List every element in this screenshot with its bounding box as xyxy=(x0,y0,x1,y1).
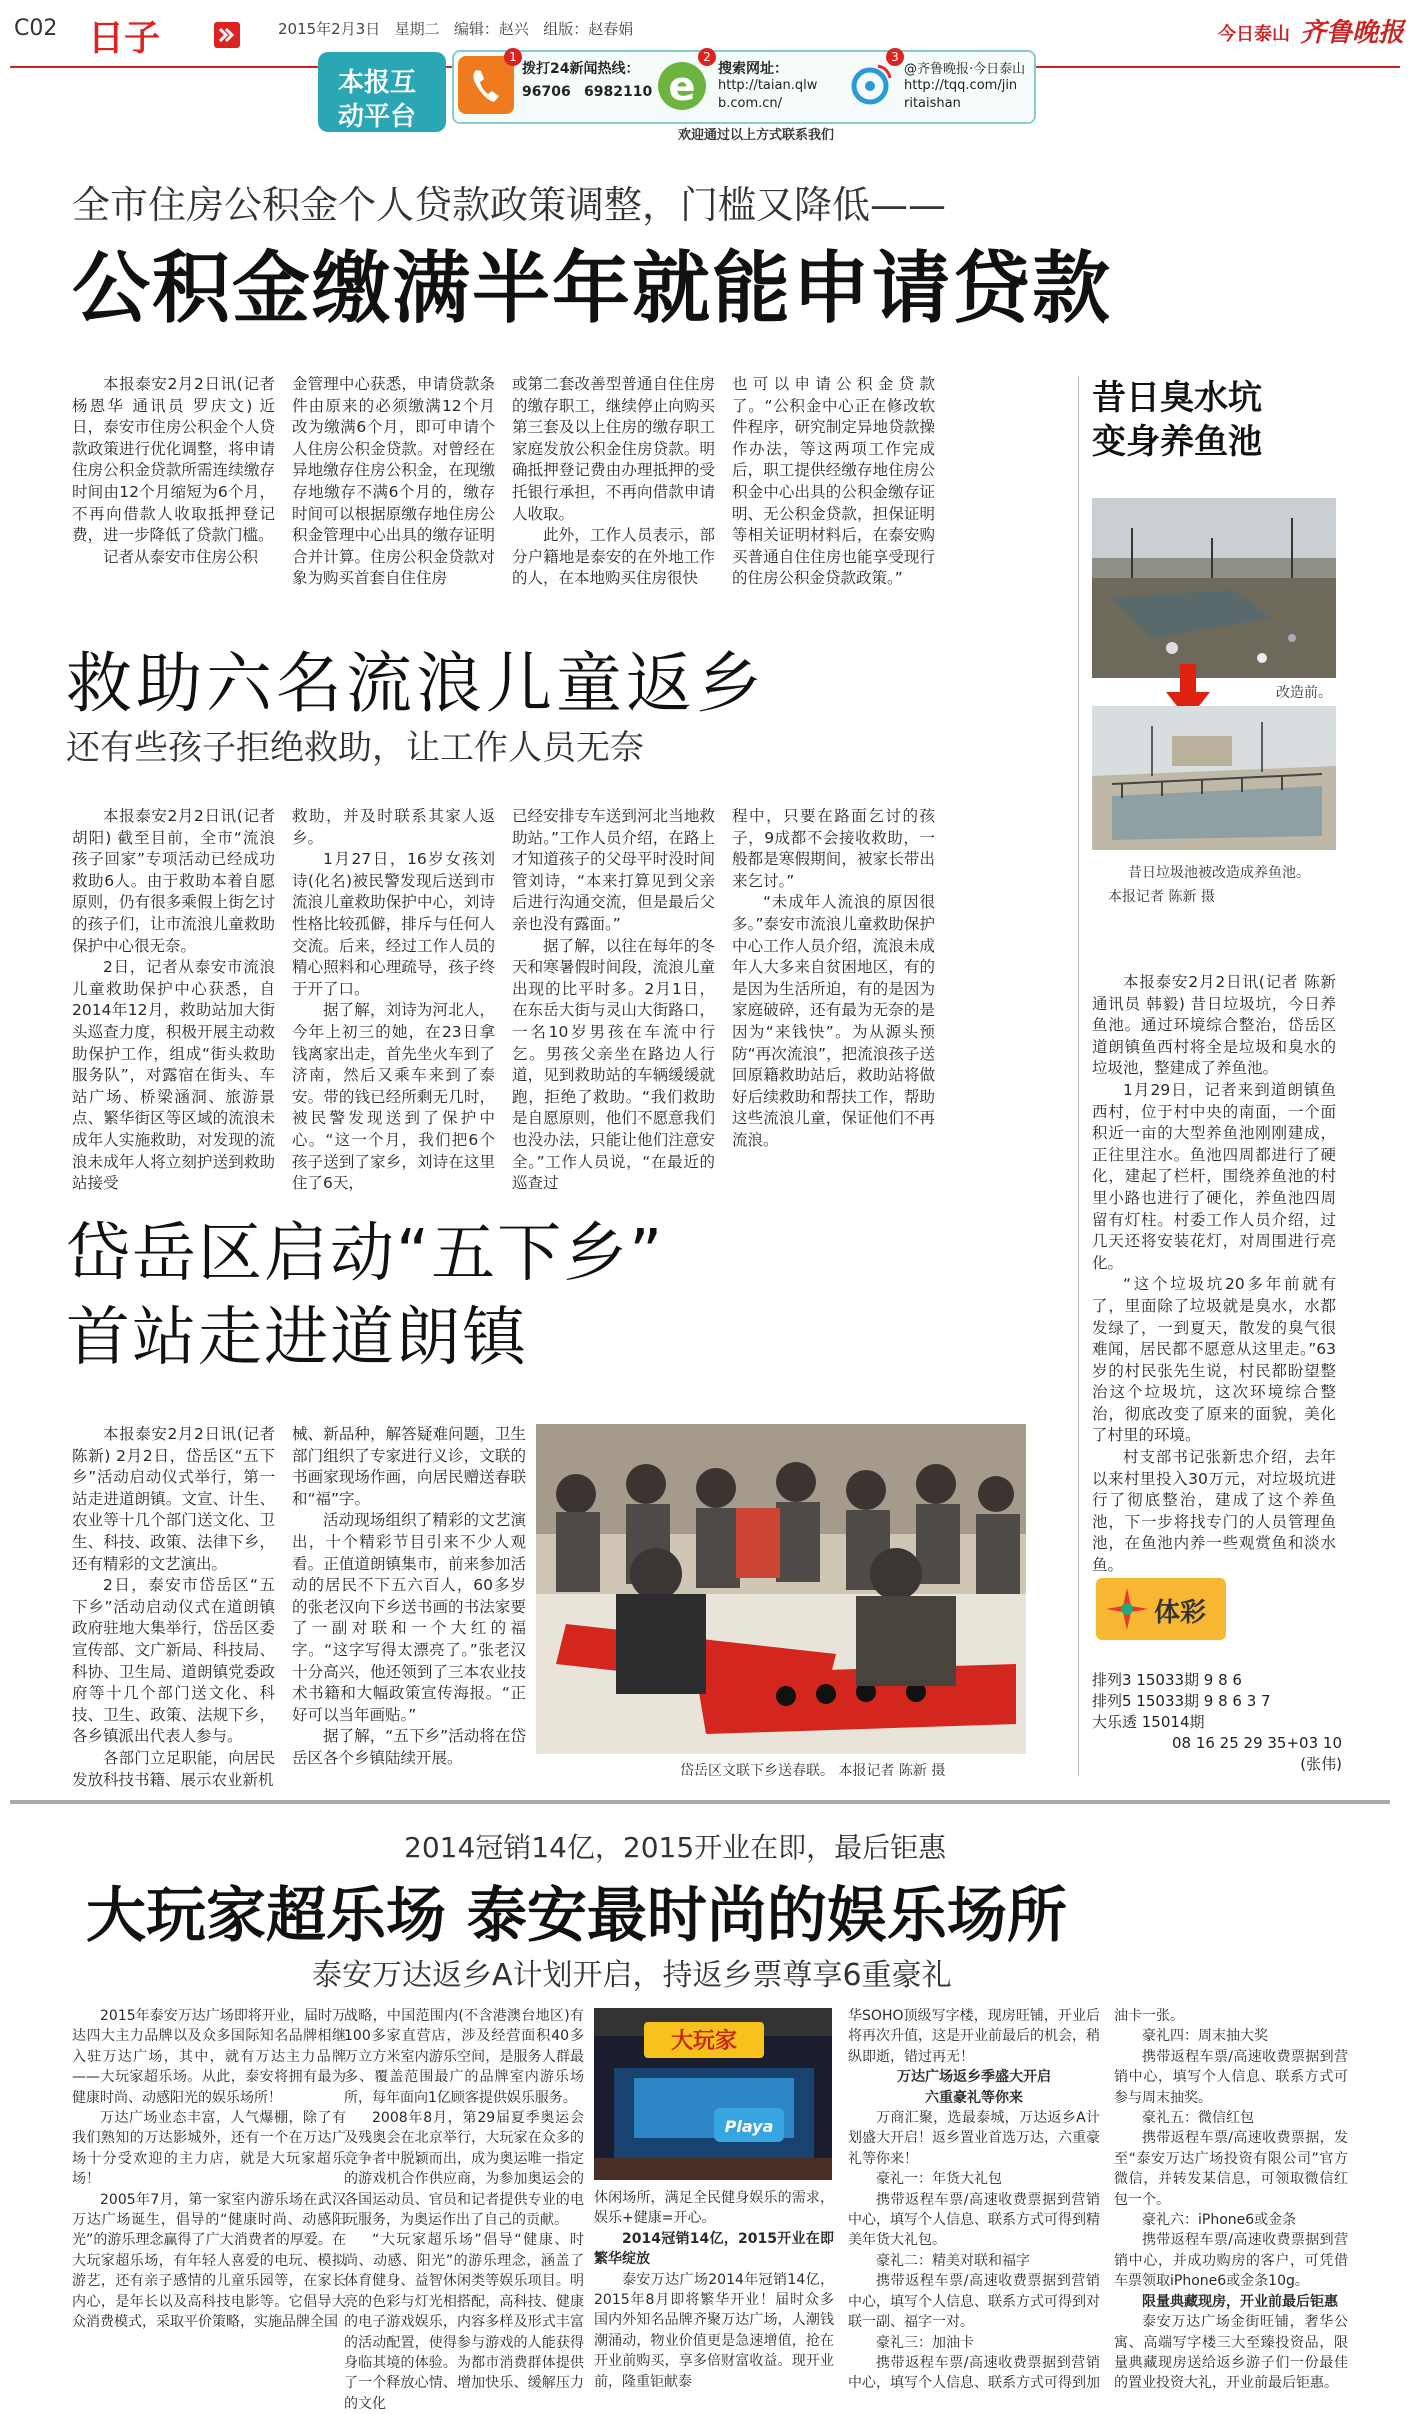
website-item xyxy=(654,50,844,118)
story1-col3 xyxy=(512,374,715,588)
paragraph: 械、新品种，解答疑难问题，卫生部门组织了专家进行义诊，文联的书画家现场作画，向居民赠送春联和“福”字。 xyxy=(292,1425,526,1508)
paragraph: 休闲场所，满足全民健身娱乐的需求，娱乐+健康=开心。 xyxy=(594,2190,834,2227)
lottery-badge xyxy=(1096,1578,1226,1640)
paragraph: 1月29日，记者来到道朗镇鱼西村，位于村中央的南面，一个面积近一亩的大型养鱼池刚刚建成，正往里注水。鱼池四周都进行了硬化，建起了栏杆，围绕养鱼池的村里小路也进行了硬化，养鱼池四周留有灯柱。村委工作人员介绍，过几天还将安装花灯，对周围进行亮化。 xyxy=(1092,1080,1336,1272)
paragraph: 携带返程车票/高速收费票据到营销中心，填写个人信息、联系方式可得到精美年货大礼包。 xyxy=(848,2191,1100,2249)
paragraph: 1月27日，16岁女孩刘诗(化名)被民警发现后送到市流浪儿童救助保护中心，刘诗性格比较孤僻，排斥与任何人交流。后来，经过工作人员的精心照料和心理疏导，孩子终于开了口。 xyxy=(292,850,495,998)
paragraph: 据了解，“五下乡”活动将在岱岳区各个乡镇陆续开展。 xyxy=(292,1727,526,1767)
paragraph: 战略，中国范围内(不含港澳台地区)有100多家直营店，涉及经营面积40多万立方米室内游乐空间，是服务人群最多、覆盖范围最广的品牌室内游乐场所，每年面向1亿顾客提供娱乐服务。 xyxy=(344,2008,584,2106)
story2-col1 xyxy=(72,806,275,1193)
story4-col4 xyxy=(1114,2006,1348,2392)
lottery-results xyxy=(1092,1670,1342,1775)
interaction-footer: 欢迎通过以上方式联系我们 xyxy=(678,128,835,143)
arcade-sign-2: Playa xyxy=(724,2117,774,2136)
paragraph: 携带返程车票/高速收费票据，发至“泰安万达广场投资有限公司”官方微信，并转发某信息，可领取微信红包一个。 xyxy=(1114,2130,1348,2208)
paragraph: 据了解，以往在每年的冬天和寒暑假时间段，流浪儿童出现的比平时多。2月1日，在东岳大街与灵山大街路口，一名10岁男孩在车流中行乞。男孩父亲坐在路边人行道，见到救助站的车辆缓缓就跑，拒绝了救助。“我们救助是自愿原则，他们不愿意我们也没办法，只能让他们注意安全。”工作人员说，“在最近的巡查过 xyxy=(512,936,715,1193)
phone-icon xyxy=(458,56,514,114)
paragraph: 金管理中心获悉，申请贷款条件由原来的必须缴满12个月改为缴满6个月，即可申请个人住房公积金贷款。对曾经在异地缴存住房公积金，在现缴存地缴存不满6个月的，缴存时间可以根据原缴存地住房公积金管理中心出具的缴存证明合并计算。住房公积金贷款对象为购买首套自住住房 xyxy=(292,375,495,588)
weibo-url-1[interactable]: http://tqq.com/jin xyxy=(904,78,1018,93)
badge-2: 2 xyxy=(698,48,716,66)
subheading: 豪礼四：周末抽大奖 xyxy=(1142,2028,1268,2045)
paragraph: 油卡一张。 xyxy=(1114,2008,1184,2024)
story2-col3 xyxy=(512,806,715,1193)
fishpond-headline-line1: 昔日臭水坑 xyxy=(1092,378,1262,418)
paragraph: 2008年8月，第29届夏季奥运会及残奥会在北京举行，大玩家在众多的竞争者中脱颖而出，成为奥运唯一指定的游戏机合作供应商，为参加奥运会的各国运动员、官员和记者提供专业的电玩服务，为奥运作出了自己的贡献。 xyxy=(344,2110,584,2229)
paragraph: 据了解，刘诗为河北人，今年上初三的她，在23日拿钱离家出走，首先坐火车到了济南，然后又乘车来到了泰安。带的钱已经所剩无几时，被民警发现送到了保护中心。“这一个月，我们把6个孩子送到了家乡，刘诗在这里住了6天， xyxy=(292,1001,495,1193)
website-url-2[interactable]: b.com.cn/ xyxy=(718,96,783,111)
fishpond-photo-credit: 本报记者 陈新 摄 xyxy=(1108,889,1215,905)
paragraph: 携带返程车票/高速收费票据到营销中心，填写个人信息、联系方式可得到对联一副、福字一对。 xyxy=(848,2273,1100,2331)
interaction-panel xyxy=(318,44,1098,142)
paragraph: “这个垃圾坑20多年前就有了，里面除了垃圾就是臭水，水都发绿了，一到夏天，散发的臭气很难闻，居民都不愿意从这里走。”63岁的村民张先生说，村民都盼望整治这个垃圾坑，这次环境综合整治，彻底改变了原来的面貌，美化了村里的环境。 xyxy=(1092,1275,1336,1445)
subheading: 六重豪礼等你来 xyxy=(925,2089,1023,2106)
story3-headline-line1: 岱岳区启动“五下乡” xyxy=(66,1217,665,1291)
fishpond-headline xyxy=(1092,376,1332,464)
hotline-number-2: 6982110 xyxy=(584,84,653,100)
caption-after: 昔日垃圾池被改造成养鱼池。 xyxy=(1128,865,1310,881)
paragraph: 华SOHO顶级写字楼，现房旺铺，开业后将再次升值，这是开业前最后的机会，稍纵即逝，错过再无！ xyxy=(848,2008,1100,2065)
paragraph: 本报泰安2月2日讯(记者 陈新) 2月2日，岱岳区“五下乡”活动启动仪式举行，第一站走进道朗镇。文宣、计生、农业等十几个部门送文化、卫生、科技、政策、法律下乡，还有精彩的文艺演出。 xyxy=(72,1425,275,1573)
paragraph: 或第二套改善型普通自住住房的缴存职工，继续停止向购买第三套及以上住房的缴存职工家庭发放公积金住房贷款。明确抵押登记费由办理抵押的受托银行承担，不再向借款申请人收取。 xyxy=(512,375,715,523)
paragraph: 2日，记者从泰安市流浪儿童救助保护中心获悉，自2014年12月，救助站加大街头巡查力度，积极开展主动救助保护工作，组成“街头救助服务队”，对露宿在街头、车站广场、桥梁涵洞、旅游景点、繁华街区等区域的流浪未成年人实施救助，对发现的流浪未成年人将立刻护送到救助站接受 xyxy=(72,958,275,1193)
lottery-logo-icon xyxy=(1102,1584,1152,1634)
masthead-logo: 齐鲁晚报 xyxy=(1300,18,1405,48)
story3-col1 xyxy=(72,1424,275,1789)
paragraph: 救助，并及时联系其家人返乡。 xyxy=(292,807,495,847)
story2-col2 xyxy=(292,806,495,1193)
story4-col3-top xyxy=(594,2188,834,2390)
subheading: 豪礼五：微信红包 xyxy=(1142,2110,1254,2127)
subheading: 万达广场返乡季盛大开启 xyxy=(897,2069,1051,2086)
paragraph: “大玩家超乐场”倡导“健康、时尚、动感、阳光”的游乐理念，涵盖了体育健身、益智休闲类等娱乐项目。明亮的色彩与灯光相搭配，高科技、健康的电子游戏娱乐，内容多样及形式丰富的活动配置，使得参与游戏的人能获得身临其境的体验。为都市消费群体提供了一个释放心情、增加快乐、缓解压力的文化 xyxy=(344,2232,584,2412)
paragraph: 已经安排专车送到河北当地救助站。”工作人员介绍，在路上才知道孩子的父母平时没时间管刘诗，“本来打算见到父亲后进行沟通交流，但是最后父亲也没有露面。” xyxy=(512,807,715,933)
hotline-number-1: 96706 xyxy=(522,84,571,100)
paragraph: 携带返程车票/高速收费票据到营销中心，填写个人信息、联系方式可参与周末抽奖。 xyxy=(1114,2048,1348,2106)
paragraph: 此外，工作人员表示，部分户籍地是泰安的在外地工作的人，在本地购买住房很快 xyxy=(512,526,715,588)
lottery-row: 排列5 15033期 9 8 6 3 7 xyxy=(1092,1692,1271,1710)
website-url-1[interactable]: http://taian.qlw xyxy=(718,78,818,93)
page-number: C02 xyxy=(14,16,58,41)
paragraph: 村支部书记张新忠介绍，去年以来村里投入30万元，对垃圾坑进行了彻底整治，建成了这个养鱼池，下一步将找专门的人员管理鱼池，在鱼池内养一些观赏鱼和淡水鱼。 xyxy=(1092,1448,1336,1575)
subheading: 豪礼三：加油卡 xyxy=(876,2334,974,2351)
interaction-title-line2: 动平台 xyxy=(338,102,417,132)
story1-col1 xyxy=(72,374,275,569)
paragraph: 2015年泰安万达广场即将开业，届时万达四大主力品牌以及众多国际知名品牌相继入驻万达广场，其中，就有万达主力品牌——大玩家超乐场。从此，泰安将拥有最为健康时尚、动感阳光的娱乐场所！ xyxy=(72,2008,346,2106)
weibo-label: @齐鲁晚报·今日泰山 xyxy=(904,62,1026,77)
subheading: 豪礼二：精美对联和福字 xyxy=(876,2252,1030,2269)
story4-col3-right xyxy=(848,2006,1100,2392)
story3-col2 xyxy=(292,1424,526,1784)
paragraph: 万商汇聚，选最泰城，万达返乡A计划盛大开启！返乡置业首选万达，六重豪礼等你来！ xyxy=(848,2110,1100,2167)
paragraph: 2005年7月，第一家室内游乐场在武汉万达广场诞生，倡导的“健康时尚、动感阳光”的游乐理念赢得了广大消费者的厚爱。在大玩家超乐场，有年轻人喜爱的电玩、模拟游艺，还有亲子感情的儿童乐园等，在家长内心，是年长以及高科技电影等。它倡导大众消费模式，采取平价策略，实施品牌全国 xyxy=(72,2191,346,2331)
paragraph: 万达广场业态丰富，人气爆棚，除了有我们熟知的万达影城外，还有一个在万达广场十分受欢迎的主力店，就是大玩家超乐场！ xyxy=(72,2110,346,2188)
hotline-label: 拨打24新闻热线： xyxy=(522,61,640,77)
paragraph: 2014冠销14亿，2015开业在即 繁华绽放 xyxy=(594,2230,834,2268)
story2-subhead: 还有些孩子拒绝救助，让工作人员无奈 xyxy=(66,728,644,768)
interaction-title-box xyxy=(318,52,446,132)
arcade-sign: 大玩家 xyxy=(670,2029,738,2054)
lottery-row: 大乐透 15014期 xyxy=(1092,1713,1205,1731)
lottery-author: (张伟) xyxy=(1300,1755,1342,1773)
weibo-url-2[interactable]: ritaishan xyxy=(904,96,961,111)
story1-col4 xyxy=(732,374,935,588)
paragraph: 泰安万达广场2014年冠销14亿，2015年8月即将繁华开业！届时众多国内外知名品牌齐聚万达广场，人潮钱潮涌动，物业价值更是急速增值，抢在开业前购买，享多倍财富收益。现开业前，隆重钜献泰 xyxy=(594,2271,834,2390)
photo-couplets xyxy=(536,1424,1026,1754)
paragraph: 2日，泰安市岱岳区“五下乡”活动启动仪式在道朗镇政府驻地大集举行，岱岳区委宣传部、文广新局、科技局、科协、卫生局、道朗镇党委政府等十几个部门送文化、科技、卫生、政策、法规下乡，各乡镇派出代表人参与。 xyxy=(72,1576,275,1746)
edition-name: 今日泰山 xyxy=(1218,24,1290,45)
section-title: 日子 xyxy=(88,18,161,59)
subheading: 限量典藏现房，开业前最后钜惠 xyxy=(1142,2293,1338,2310)
story2-headline: 救助六名流浪儿童返乡 xyxy=(66,645,766,722)
lottery-badge-label: 体彩 xyxy=(1154,1598,1207,1628)
paragraph: 各部门立足职能，向居民发放科技书籍、展示农业新机 xyxy=(72,1748,275,1789)
photo-before xyxy=(1092,498,1336,678)
paragraph: 携带返程车票/高速收费票据到营销中心，填写个人信息、联系方式可得到加 xyxy=(848,2354,1100,2392)
story4-col2 xyxy=(344,2006,584,2412)
story4-subhead: 泰安万达返乡A计划开启，持返乡票尊享6重豪礼 xyxy=(312,1958,952,1993)
paragraph: 也可以申请公积金贷款了。“公积金中心正在修改软件程序，研究制定异地贷款操作办法，等这两项工作完成后，职工提供经缴存地住房公积金中心出具的公积金缴存证明、无公积金贷款，担保证明等相关证明材料后，在泰安购买普通自住住房也能享受现行的住房公积金贷款政策。” xyxy=(732,375,935,588)
section-arrow-icon xyxy=(214,22,240,48)
paragraph: “未成年人流浪的原因很多。”泰安市流浪儿童救助保护中心工作人员介绍，流浪未成年人大多来自贫困地区，有的是因为生活所迫，有的是因为家庭破碎，还有最为无奈的是因为“来钱快”。为从源头预防“再次流浪”，把流浪孩子送回原籍救助站后，救助站将做好后续救助和帮扶工作，帮助这些流浪儿童，保证他们不再流浪。 xyxy=(732,893,935,1149)
lottery-row: 排列3 15033期 9 8 6 xyxy=(1092,1671,1242,1689)
paragraph: 程中，只要在路面乞讨的孩子，9成都不会接收救助，一般都是寒假期间，被家长带出来乞讨。” xyxy=(732,807,935,890)
issue-weekday: 星期二 xyxy=(394,20,440,38)
story3-headline-line2: 首站走进道朗镇 xyxy=(66,1301,528,1375)
paragraph: 泰安万达广场金街旺铺，奢华公寓、高端写字楼三大至臻投资品，限量典藏现房送给返乡游子们一份最佳的置业投资大礼，开业前最后钜惠。 xyxy=(1114,2314,1348,2392)
story1-kicker: 全市住房公积金个人贷款政策调整，门槛又降低—— xyxy=(72,183,947,227)
issue-date: 2015年2月3日 xyxy=(278,20,381,38)
paragraph: 活动现场组织了精彩的文艺演出，十个精彩节目引来不少人观看。正值道朗镇集市，前来参加活动的居民不下五六百人，60多岁的张老汉向下乡送书画的书法家要了一副对联和一个大红的福字。“这字写得太漂亮了。”张老汉十分高兴，他还领到了三本农业技术书籍和大幅政策宣传海报。“正好可以当年画贴。” xyxy=(292,1511,526,1724)
badge-3: 3 xyxy=(886,48,904,66)
weibo-item xyxy=(848,50,1038,118)
paragraph: 记者从泰安市住房公积 xyxy=(103,547,259,566)
issue-info xyxy=(278,18,633,39)
story4-headline: 大玩家超乐场 泰安最时尚的娱乐场所 xyxy=(86,1881,1067,1951)
fishpond-body xyxy=(1092,972,1336,1575)
lottery-row: 08 16 25 29 35+03 10 xyxy=(1171,1734,1342,1752)
story1-headline: 公积金缴满半年就能申请贷款 xyxy=(72,244,1113,334)
right-column-divider xyxy=(1078,376,1079,1776)
caption-before: 改造前。 xyxy=(1276,685,1332,701)
photo-arcade xyxy=(594,2008,832,2180)
story4-col1 xyxy=(72,2006,346,2372)
story4-kicker: 2014冠销14亿，2015开业在即，最后钜惠 xyxy=(404,1831,947,1864)
subheading: 豪礼一：年货大礼包 xyxy=(876,2171,1002,2188)
photo-after xyxy=(1092,706,1336,850)
fishpond-headline-line2: 变身养鱼池 xyxy=(1092,422,1262,462)
interaction-title-line1: 本报互 xyxy=(338,68,417,98)
issue-layout: 组版：赵春娟 xyxy=(543,20,634,38)
paragraph: 携带返程车票/高速收费票据到营销中心，并成功购房的客户，可凭借车票领取iPhone6或金条10g。 xyxy=(1114,2232,1348,2290)
paragraph: 本报泰安2月2日讯(记者 胡阳) 截至目前，全市“流浪孩子回家”专项活动已经成功救助6人。由于救助本着自愿原则，仍有很多乘假上街乞讨的孩子们，让市流浪儿童救助保护中心很无奈。 xyxy=(72,807,275,955)
paragraph: 本报泰安2月2日讯(记者 陈新 通讯员 韩毅) 昔日垃圾坑，今日养鱼池。通过环境综合整治，岱岳区道朗镇鱼西村将全是垃圾和臭水的垃圾池，整建成了养鱼池。 xyxy=(1092,973,1336,1078)
story1-col2 xyxy=(292,374,495,588)
subheading: 豪礼六：iPhone6或金条 xyxy=(1142,2212,1297,2229)
story3-photo-caption: 岱岳区文联下乡送春联。 本报记者 陈新 摄 xyxy=(680,1763,946,1779)
website-label: 搜索网址： xyxy=(718,61,788,77)
svg-text:e: e xyxy=(668,64,696,110)
story2-col4 xyxy=(732,806,935,1156)
section-divider xyxy=(10,1800,1390,1804)
issue-editor: 编辑：赵兴 xyxy=(453,20,529,38)
paragraph: 本报泰安2月2日讯(记者 杨恩华 通讯员 罗庆文) 近日，泰安市住房公积金个人贷款政策进行优化调整，将申请住房公积金贷款所需连续缴存时间由12个月缩短为6个月，不再向借款人收取抵押登记费，进一步降低了贷款门槛。 xyxy=(72,375,275,545)
hotline-item xyxy=(458,50,653,118)
badge-1: 1 xyxy=(504,48,522,66)
